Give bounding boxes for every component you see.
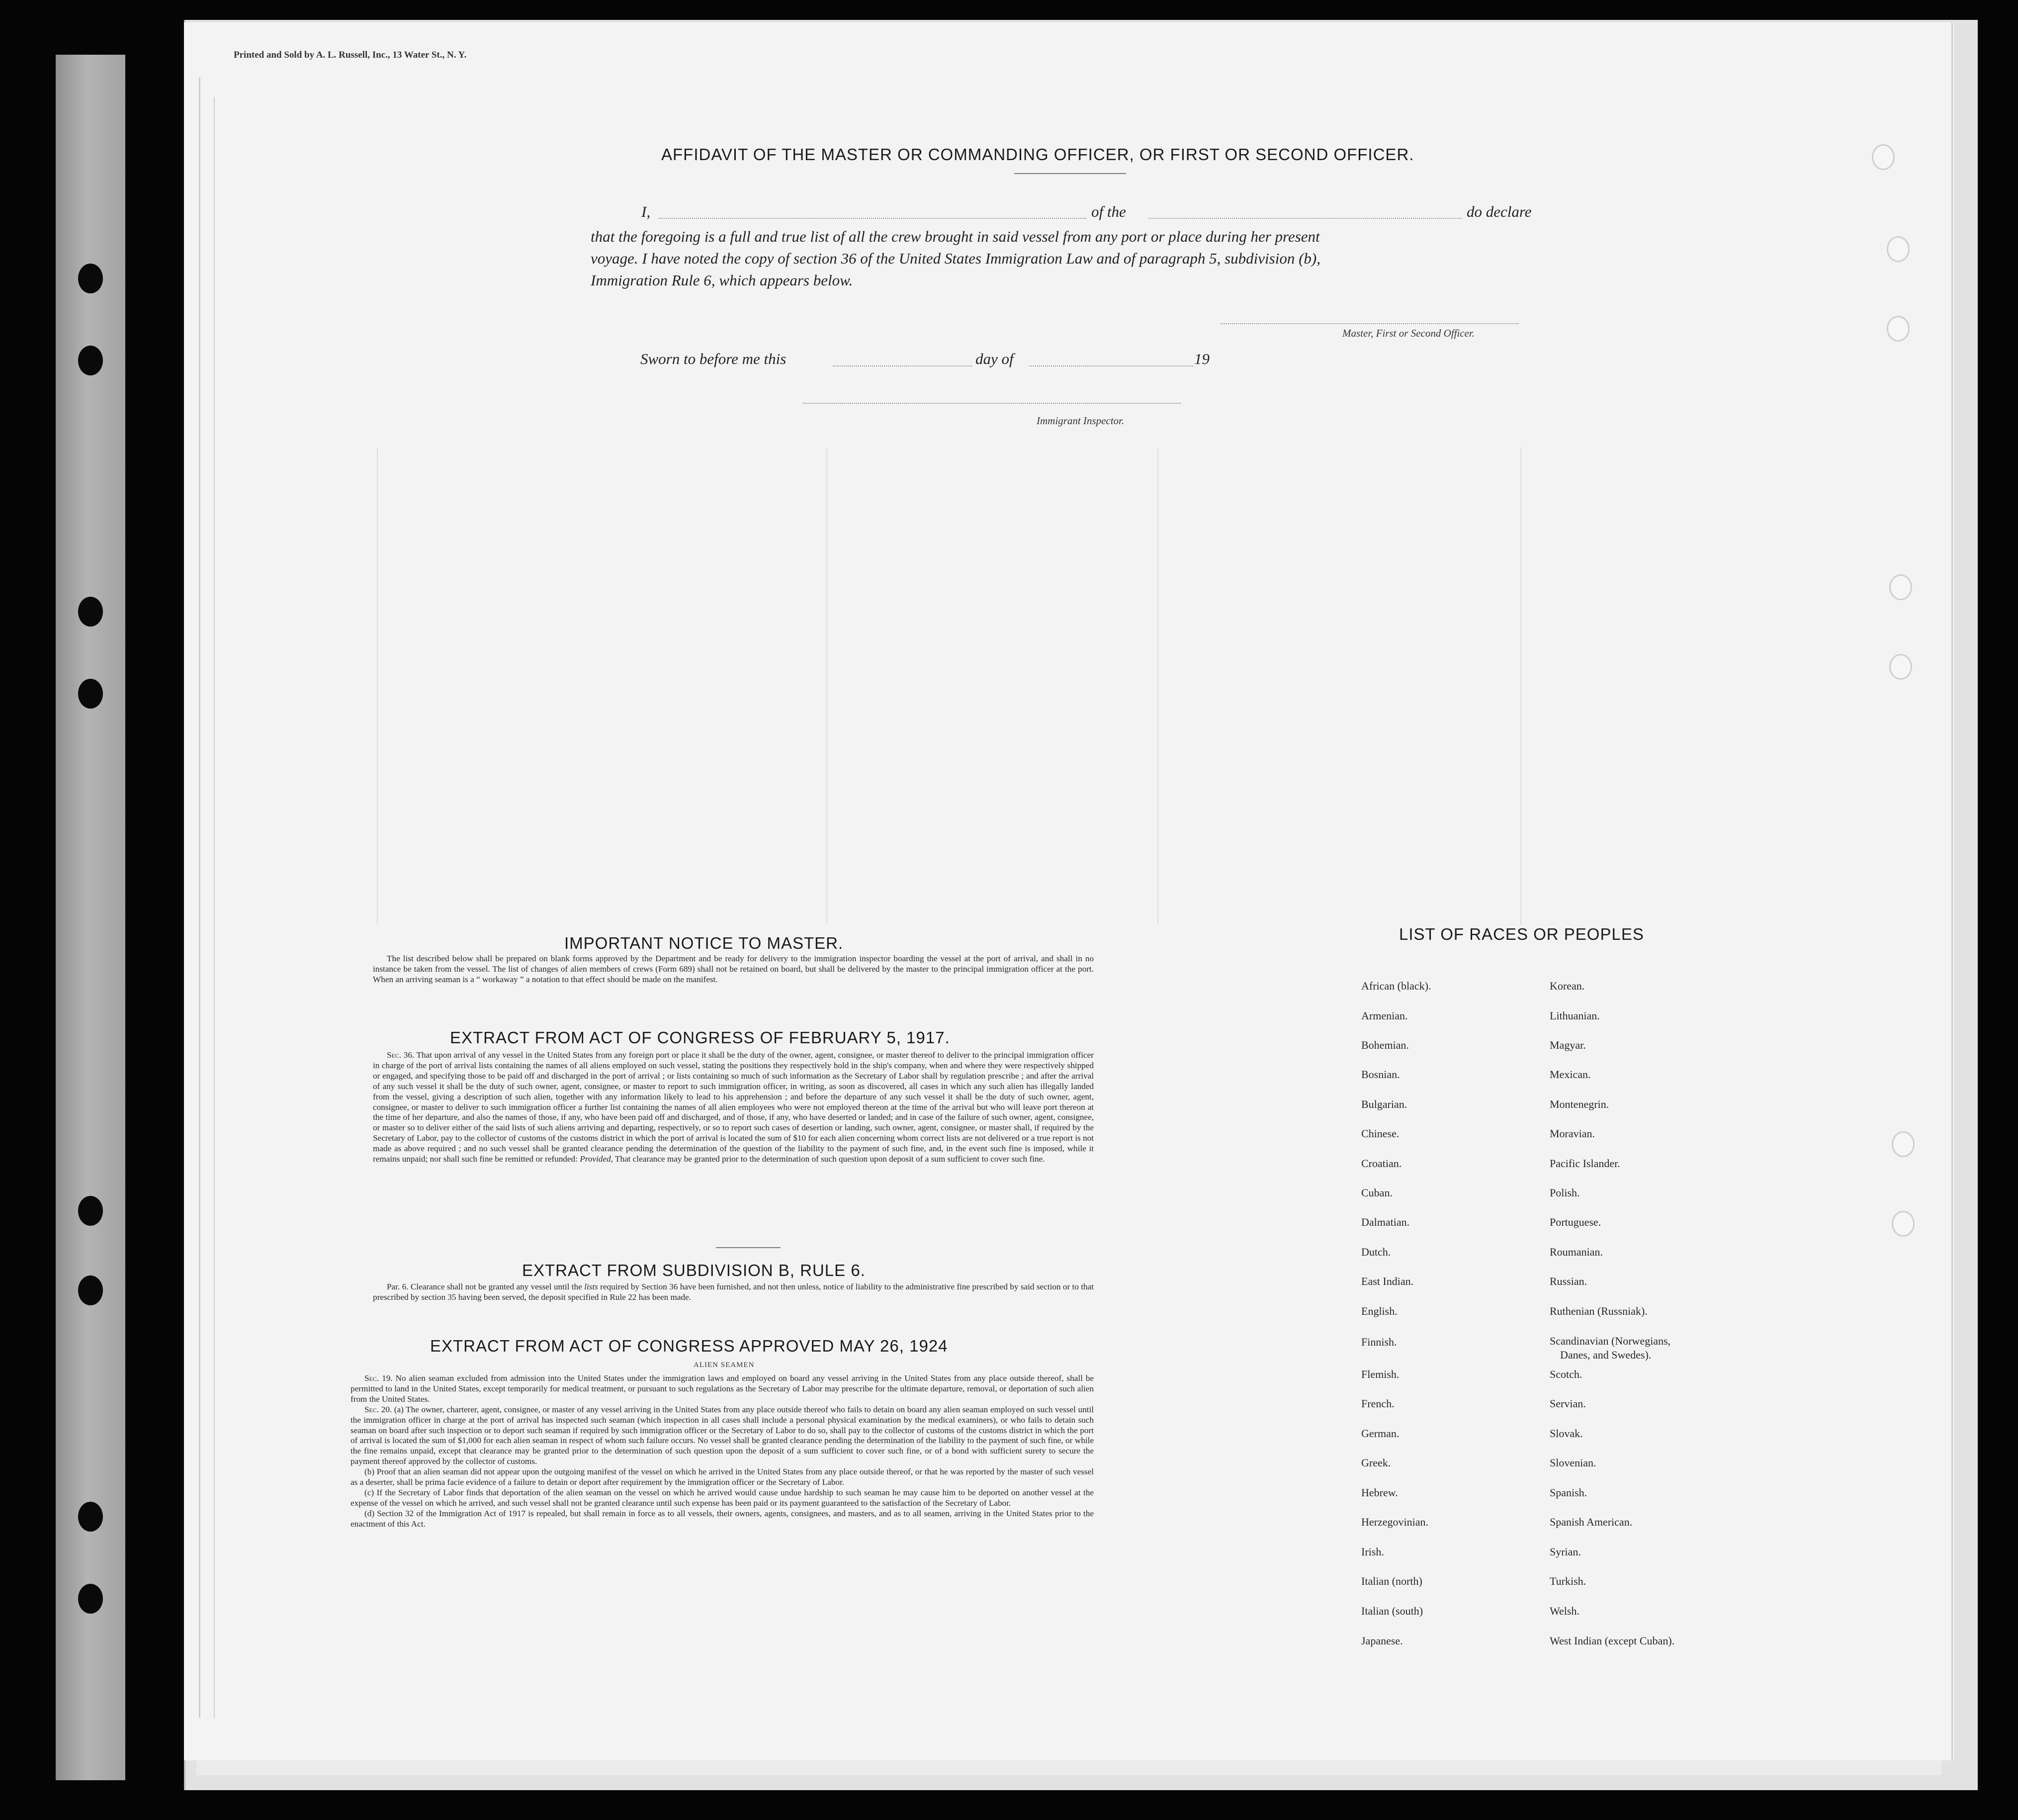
notice-title: IMPORTANT NOTICE TO MASTER. (564, 934, 844, 952)
affidavit-of-the: of the (1091, 203, 1126, 220)
race-item: Dalmatian. (1361, 1216, 1410, 1228)
race-item: Finnish. (1361, 1336, 1397, 1348)
race-item: Welsh. (1550, 1605, 1579, 1617)
race-item: English. (1361, 1305, 1398, 1317)
race-item: Roumanian. (1550, 1246, 1603, 1258)
sec19-text: No alien seaman excluded from admission into the United States under the immigration laws and employed on board any vessel arriving in the United States from any place outside thereof, shall be permitted to land in the United States, except temporarily for medical treatment, or pursuant to such regulations as the Secretary of Labor may prescribe for the ultimate departure, removal, or deportation of such alien from the United States. (351, 1373, 1094, 1404)
extract-1917-body (373, 1050, 1094, 1165)
race-item: German. (1361, 1427, 1400, 1440)
race-item: Bosnian. (1361, 1068, 1400, 1081)
race-item: Portuguese. (1550, 1216, 1601, 1228)
sec36-label: Sec. 36. (387, 1050, 415, 1060)
sec20d-text: (d) Section 32 of the Immigration Act of 1917 is repealed, but shall remain in force as to all vessels, their owners, agents, consignees, and masters, and as to all seamen, arriving in the United States prior to the enactment of this Act. (351, 1508, 1094, 1529)
page-hole (1887, 236, 1910, 262)
alien-seamen-subtitle: ALIEN SEAMEN (694, 1361, 755, 1369)
race-item: Magyar. (1550, 1039, 1586, 1051)
page-hole (1892, 1211, 1915, 1237)
race-item: Turkish. (1550, 1575, 1586, 1587)
sec20a-text: (a) The owner, charterer, agent, consignee, or master of any vessel arriving in the United States from any place outside thereof who fails to detain on board any alien seaman employed on such vessel until the immigration officer in charge at the port of arrival has inspected such seaman (which inspection in all cases shall include a personal physical examination by the medical examiners), or who fails to detain such seaman on board after such inspection or to deport such seaman if required by such immigration officer or the Secretary of Labor to do so, shall pay to the collector of customs of the customs district in which the port of arrival is located the sum of $1,000 for each alien seaman in respect of whom such failure occurs. No vessel shall be granted clearance pending the determination of the liability to the payment of such fine, or while the fine remains unpaid, except that clearance may be granted prior to the determination of such question upon the deposit of a sum sufficient to cover such fine, or of a bond with sufficient surety to secure the payment thereof approved by the collector of customs. (351, 1404, 1094, 1466)
binding-hole (78, 597, 103, 627)
race-item: Chinese. (1361, 1127, 1400, 1140)
master-signature-blank[interactable] (1221, 323, 1519, 324)
race-item: Montenegrin. (1550, 1098, 1609, 1110)
affidavit-line-2: that the foregoing is a full and true list of all the crew brought in said vessel from any port or place during her present (591, 228, 1320, 245)
proviso-text: That clearance may be granted prior to the determination of such question upon deposit of a sum sufficient to cover such fine. (614, 1154, 1045, 1164)
race-item: Flemish. (1361, 1368, 1400, 1380)
affidavit-i: I, (641, 203, 651, 220)
title-rule (1014, 173, 1126, 174)
month-blank[interactable] (1029, 365, 1193, 366)
proviso-label: Provided, (580, 1154, 613, 1164)
sec36-text: That upon arrival of any vessel in the United States from any foreign port or place it shall be the duty of the owner, agent, consignee, or master thereof to deliver to the principal immigration officer in charge of the port of arrival lists containing the names of all aliens employed on such vessel, stating the positions they respectively hold in the ship's company, when and where they were respectively shipped or engaged, and specifying those to be paid off and discharged in the port of arrival ; or lists containing so much of such information as the Secretary of Labor shall by regulation prescribe ; and after the arrival of any such vessel it shall be the duty of such owner, agent, consignee, or master to report to such immigration officer, in writing, as soon as discovered, all cases in which any such alien has illegally landed from the vessel, giving a description of such alien, together with any information likely to lead to his apprehension ; and before the departure of any such vessel it shall be the duty of such owner, agent, consignee, or master to deliver to such immigration officer a further list containing the names of all alien employees who were not employed thereon at the time of the arrival but who will leave port thereon at the time of her departure, and also the names of those, if any, who have been paid off and discharged, and of those, if any, who have deserted or landed; and in case of the failure of such owner, agent, consignee, or master so to deliver either of the said lists of such aliens arriving and departing, respectively, or so to report such cases of desertion or landing, such owner, agent, consignee, or master shall, if required by the Secretary of Labor, pay to the collector of customs of the customs district in which the port of arrival is located the sum of $10 for each alien concerning whom correct lists are not delivered or a true report is not made as above required ; and no such vessel shall be granted clearance pending the determination of the question of the liability to the payment of such fine, and, in the event such fine is imposed, while it remains unpaid; nor shall such fine be remitted or refunded: (373, 1050, 1094, 1164)
race-item: Danes, and Swedes). (1560, 1349, 1652, 1361)
inspector-caption: Immigrant Inspector. (1037, 415, 1125, 427)
day-blank[interactable] (833, 365, 972, 366)
race-item: Polish. (1550, 1186, 1580, 1199)
extract-1924-body (351, 1373, 1094, 1530)
affidavit-title: AFFIDAVIT OF THE MASTER OR COMMANDING OFFICER, OR FIRST OR SECOND OFFICER. (661, 145, 1414, 164)
ghost-column-line (826, 448, 827, 925)
race-item: Italian (south) (1361, 1605, 1423, 1617)
race-item: East Indian. (1361, 1275, 1414, 1287)
race-item: Greek. (1361, 1456, 1391, 1469)
race-item: Spanish. (1550, 1486, 1587, 1499)
binding-hole (78, 1584, 103, 1614)
binding-hole (78, 1196, 103, 1226)
race-item: Mexican. (1550, 1068, 1591, 1081)
race-item: Irish. (1361, 1546, 1384, 1558)
sec20c-text: (c) If the Secretary of Labor finds that deportation of the alien seaman on the vessel on which he arrived would cause undue hardship to such seaman he may cause him to be deported on another vessel at the expense of the vessel on which he arrived, and such vessel shall not be granted clearance until such expense has been paid or its payment guaranteed to the satisfaction of the Secretary of Labor. (351, 1487, 1094, 1508)
race-item: Servian. (1550, 1397, 1586, 1410)
race-item: Korean. (1550, 980, 1585, 992)
race-item: African (black). (1361, 980, 1431, 992)
page-hole (1889, 654, 1912, 680)
race-item: Syrian. (1550, 1546, 1581, 1558)
binding-hole (78, 264, 103, 293)
page-hole (1872, 144, 1895, 170)
binding-hole (78, 679, 103, 709)
ghost-column-line (1157, 448, 1158, 925)
race-item: Moravian. (1550, 1127, 1595, 1140)
race-item: Bulgarian. (1361, 1098, 1407, 1110)
vessel-blank[interactable] (1148, 218, 1462, 219)
year-label: 19 (1194, 350, 1210, 367)
page-hole (1892, 1131, 1915, 1157)
race-item: Herzegovinian. (1361, 1516, 1428, 1528)
race-item: Croatian. (1361, 1157, 1402, 1170)
extract-1917-title: EXTRACT FROM ACT OF CONGRESS OF FEBRUARY 5, 1917. (450, 1028, 950, 1047)
race-item: West Indian (except Cuban). (1550, 1635, 1675, 1647)
race-item: Spanish American. (1550, 1516, 1633, 1528)
race-item: Hebrew. (1361, 1486, 1398, 1499)
affidavit-declare: do declare (1467, 203, 1532, 220)
printer-imprint: Printed and Sold by A. L. Russell, Inc., 13 Water St., N. Y. (234, 50, 467, 60)
name-blank[interactable] (659, 218, 1086, 219)
sec20b-text: (b) Proof that an alien seaman did not appear upon the outgoing manifest of the vessel on which he arrived in the United States from any place outside thereof, or that he was reported by the master of such vessel as a deserter, shall be prima facie evidence of a failure to detain or deport after requirement by the immigration officer or the Secretary of Labor. (351, 1467, 1094, 1487)
race-item: Dutch. (1361, 1246, 1391, 1258)
page-hole (1889, 574, 1912, 600)
sworn-label: Sworn to before me this (640, 350, 787, 367)
race-item: Japanese. (1361, 1635, 1403, 1647)
section-rule (716, 1247, 781, 1248)
race-item: Scandinavian (Norwegians, (1550, 1335, 1671, 1347)
race-item: Slovenian. (1550, 1456, 1596, 1469)
race-item: French. (1361, 1397, 1395, 1410)
sec19-label: Sec. 19. (364, 1373, 393, 1383)
notice-text: The list described below shall be prepared on blank forms approved by the Department and be ready for delivery to the immigration inspector boarding the vessel at the port of arrival, and shall in no instance be taken from the vessel. The list of changes of alien members of crews (Form 689) shall not be retained on board, but shall be delivered by the master to the principal immigration officer at the port. When an arriving seaman is a “ workaway ” a notation to that effect should be made on the manifest. (373, 954, 1094, 984)
affidavit-line-3: voyage. I have noted the copy of section 36 of the United States Immigration Law and of paragraph 5, subdivision (b), (591, 250, 1320, 267)
day-of-label: day of (975, 350, 1014, 367)
race-item: Bohemian. (1361, 1039, 1409, 1051)
ghost-column-line (377, 448, 378, 925)
race-item: Lithuanian. (1550, 1009, 1600, 1022)
race-item: Slovak. (1550, 1427, 1583, 1440)
inspector-signature-blank[interactable] (803, 403, 1181, 404)
race-item: Italian (north) (1361, 1575, 1422, 1587)
master-caption: Master, First or Second Officer. (1342, 327, 1475, 339)
race-item: Cuban. (1361, 1186, 1393, 1199)
extract-1924-title: EXTRACT FROM ACT OF CONGRESS APPROVED MAY 26, 1924 (430, 1337, 948, 1355)
subdivision-title: EXTRACT FROM SUBDIVISION B, RULE 6. (522, 1261, 866, 1279)
race-item: Pacific Islander. (1550, 1157, 1620, 1170)
subdivision-body (373, 1282, 1094, 1303)
subdivision-lists: lists (584, 1282, 598, 1291)
binding-hole (78, 346, 103, 375)
subdivision-text-b: required by Section 36 have been furnished, and not then unless, notice of liability to the administrative fine prescribed by said section or to that prescribed by section 35 having been served, the deposit specified in Rule 22 has been made. (373, 1282, 1094, 1302)
binding-hole (78, 1502, 103, 1532)
binding-strip (56, 55, 125, 1780)
binding-hole (78, 1275, 103, 1305)
affidavit-line-4: Immigration Rule 6, which appears below. (591, 272, 853, 289)
race-item: Armenian. (1361, 1009, 1408, 1022)
race-item: Ruthenian (Russniak). (1550, 1305, 1648, 1317)
ghost-column-line (1520, 448, 1521, 925)
page-hole (1887, 316, 1910, 342)
sec20-label: Sec. 20. (364, 1404, 392, 1414)
race-item: Scotch. (1550, 1368, 1582, 1380)
notice-body (373, 954, 1094, 985)
race-item: Russian. (1550, 1275, 1587, 1287)
races-title: LIST OF RACES OR PEOPLES (1399, 925, 1644, 943)
subdivision-text-a: Par. 6. Clearance shall not be granted any vessel until the (387, 1282, 582, 1291)
